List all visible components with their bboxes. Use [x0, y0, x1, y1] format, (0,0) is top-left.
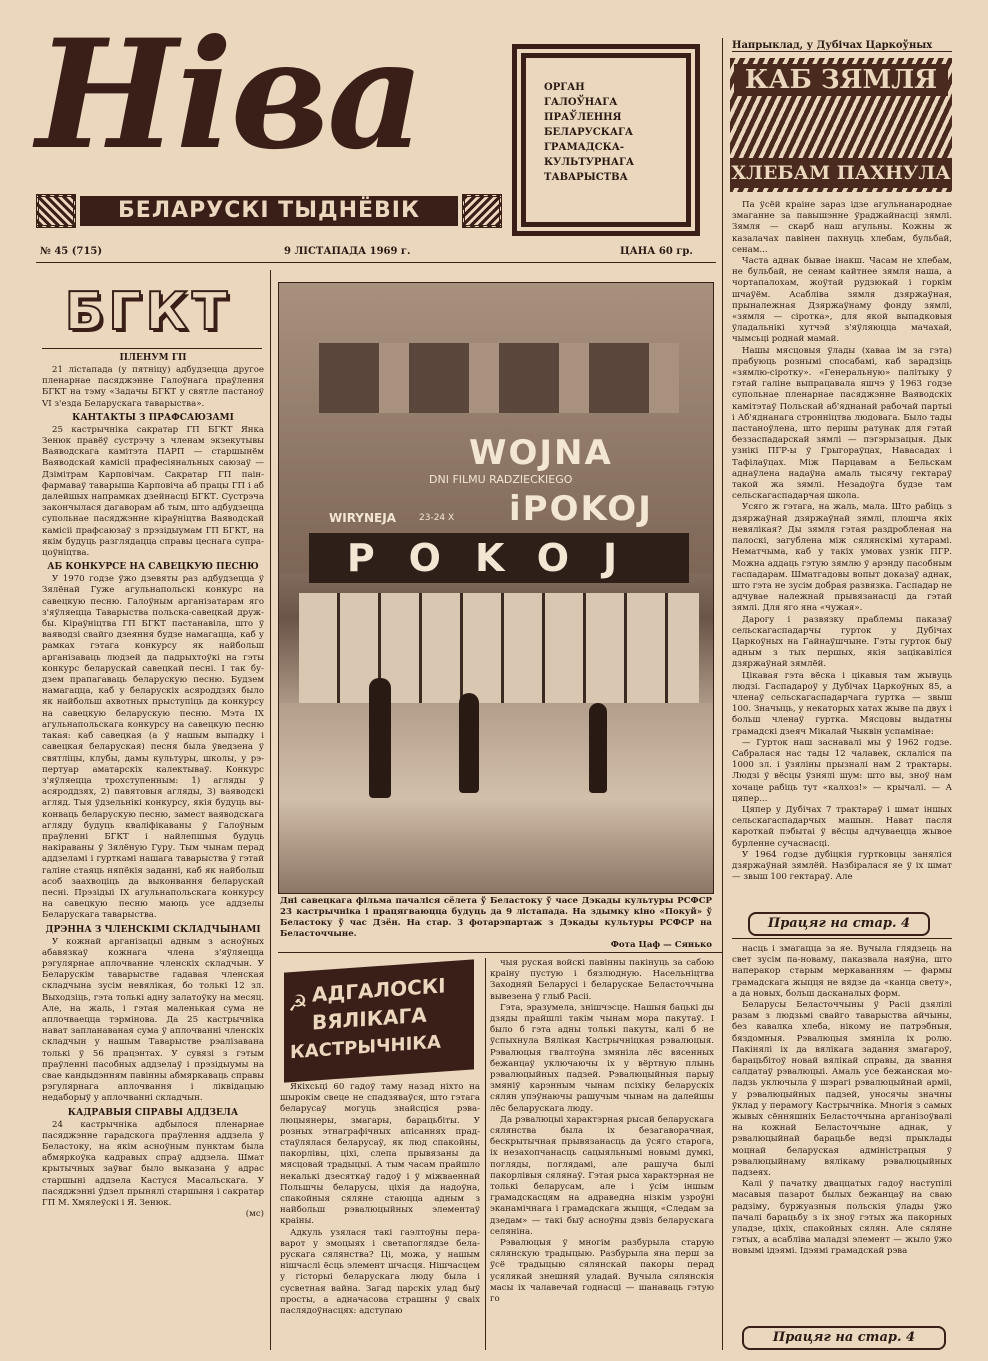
photo-bottom-rule [278, 952, 722, 953]
section-text: У 1970 годзе ўжо дзевяты раз адбудзецца ў Зялёнай Гуже агульнапольскі конкурс на савецкую песню. Галоўным арганізатарам яго з'яўляецца Таварыства польска-савецкай дружбы. Кіраўніцтва ГП БГКТ пастанавіла, што ў ваяводзі свайго дзеяння будзе намагацца, каб у рамках гэтага конкурсу як найбольш арганізаваць людзей да падрыхтоўкі на гэты конкурс беларускай савецкай песні. І так будзем прапагаваць беларускую песню. Будзем намагацца, каб у беларускіх асяроддзях было як найбольш ахвотных прыступіць да конкурсу на савецкую беларускую песню. Мэта IX агульнапольскага конкурсу на савецкую песню такая: каб савецкая (а ў нашым выпадку і савецкая беларуская) песня была ўведзена ў святліцы, клубы, дамы культуры, школы, у рэпертуар аматарскіх калектываў. Конкурс з'яўляецца трохступенным: 1) агляды ў асяроддзях, 2) павятовыя агляды, 3) ваяводскі агляд. Тыя ўдзельнікі конкурсу, якія будуць выконваць беларускую песню, замест ваяводскага агляду будуць кваліфікаваны ў Галоўным праўленні БГКТ і найлепшыя будуць накіраваны ў Зялёную Гуру. Тым чынам перад аддзеламі і гурткамі нашага таварыства ў гэтай галіне стаяць няпёкія заданні, каб як найбольш асоб заахвоціць да выконвання беларускай песні. Прэзідыі IX агульнапольскага конкурсу на савецкую песню маюць усе аддзелы Беларускага таварыства. [42, 574, 264, 921]
section-text: 24 кастрычніка адбылося пленарнае пасяджэнне гарадскога праўлення аддзела ў Беластоку, на якім асноўным пунктам была абмяркоўка кадравых спраў аддзела. Шмат крытычных заўваг было выказана ў адрас старшыні аддзела Кастуся Масальскага. У пасяджэнні ўдзел прынялі старшыня і сакратар ГП М. Хмялеўскі і Я. Зенюк. [42, 1119, 264, 1209]
banner-line-2: ВЯЛІКАГА [312, 1002, 427, 1035]
organ-ornament-frame [512, 44, 700, 236]
right-column-rule [722, 38, 723, 958]
section-text: 21 лістапада (у пятніцу) адбудзецца другое пленарнае пасяджэнне Галоўнага праўлення БГКТ на тэму «Задачы БГКТ у святле пастаноў VI з'езда Беларускага таварыства». [42, 365, 264, 409]
feature-continued-link[interactable]: Працяг на стар. 4 [748, 912, 930, 936]
pedestrian-figure [459, 693, 479, 793]
organ-line: ПРАЎЛЕННЯ [544, 112, 622, 123]
section-heading: ДРЭННА З ЧЛЕНСКІМІ СКЛАДЧЫНАМІ [45, 924, 261, 935]
masthead-rule [36, 262, 716, 263]
october-rule-2 [722, 958, 723, 1350]
street-crowd [279, 703, 713, 893]
feature-paragraph: Па ўсёй краіне зараз ідзе агульнанароднае змаганне за павышэнне ўраджайнасці зямлі. Зямля — скарб наш агульны. Кожны ж казалачах павінен пахнуць хлебам, бульбай, сенам... [732, 200, 952, 255]
left-column-body [42, 350, 264, 1350]
section-heading: ПЛЕНУМ ГП [119, 353, 187, 363]
window-row [319, 343, 679, 413]
issue-number: № 45 (715) [40, 246, 103, 257]
feature-headline-top: КАБ ЗЯМЛЯ [734, 64, 948, 96]
october-banner [284, 959, 474, 1082]
october-paragraph: Да рэвалюцыі характэрная рысай беларускага сялянства была іх безагаворачная, бескрытычная прывязанасць да ўсяго старога, іх незахопчанасць сацыяльнымі новымі думкі, погляды, поглядамі, але рашуча былі пакорлівыя сялянаў. Гэтая рыса характэрная не толькі беларусам, але і ўсім іншым грамадскасцям на адраведна нізкім узроўні эканамічнага і грамадскага жыцця, «Следам за дзедам» — такі быў асноўны дэвіз беларускага селяніна. [490, 1114, 714, 1237]
feature-paragraph: Часта аднак бывае інакш. Часам не хлебам, не бульбай, не сенам кайтнее зямля наша, а чортапалохам, жоўтай рудзюкай і горкім шчаўём. Асаблівa зямля дзяржаўная, прыналежная Дзяржаўнаму фонду зямлі, «зямля — сіротка», для якой выпадковыя ўладальнікі хутчэй з'яўляюцца мачахай, чымсьці роднай мамай. [732, 256, 952, 345]
feature-kicker: Напрыклад, у Дубічах Царкоўных [732, 40, 952, 52]
october-rule-1 [485, 958, 486, 1350]
ornament-left-icon [36, 194, 76, 228]
pedestrian-figure [589, 703, 607, 793]
masthead-subtitle-bar [36, 192, 504, 230]
organ-text [544, 80, 674, 185]
masthead-subtitle: БЕЛАРУСКІ ТЫДНЁВІК [80, 196, 458, 226]
section-signature: (мс) [245, 1209, 264, 1220]
issue-price: ЦАНА 60 гр. [620, 246, 693, 257]
organ-line: ГРАМАДСКА- [544, 142, 625, 153]
hammer-sickle-icon: ☭ [288, 990, 308, 1018]
feature-bottom-rule [732, 938, 952, 939]
organ-line: ТАВАРЫСТВА [544, 172, 628, 183]
feature-paragraph: У 1964 годзе дубіцкія гуртковцы заняліся дзяржаўнай зямлёй. Назбіралася яе ў іх шмат — звыш 100 гектараў. Але [732, 849, 952, 883]
feature-paragraph: Усяго ж гэтага, на жаль, мала. Што рабіць з дзяржаўнай дзяржаўнай зямлі, плошча якіх невялікая? Ды зямля гэтая раздробленая на палоскі, загублена між сялянскімі хутарамі. Нематчыма, каб у такіх умовах узнік ПГР. Можна аддаць гэтую зямлю ў арэнду пасобным гаспадарам. Шматгадовы вопыт доказаў аднак, што гэта не зусім добрая развязка. Гаспадар не адчувае належнай прывязанасці да гэтай зямлі. Для яго яна «чужая». [732, 502, 952, 614]
october-col-1 [280, 1082, 480, 1352]
feature-headline-bottom: ХЛЕБАМ ПАХНУЛА [730, 158, 952, 188]
caption-text: Дні савецкага фільма пачаліся сёлета ў Беластоку ў часе Дэкады культуры РСФСР 23 кастрычніка і працягваюцца будуць да 9 лістапада. На здымку кіно «Покуй» ў Беластоку ў час Дзён. На стар. 3 фотарэпартаж з Дэкады культуры РСФСР на Беласточчыне. [280, 896, 712, 939]
organ-line: ОРГАН [544, 82, 585, 93]
issue-date: 9 ЛІСТАПАДА 1969 г. [284, 246, 411, 257]
banner-line-1: АДГАЛОСКІ [312, 973, 446, 1007]
october-col-3 [732, 944, 952, 1314]
october-paragraph: Адкуль узялася такі гаэлтоўны пераварот у эмоцыях і светапоглядзе беларускага сялянства? Ці, можа, у нашым нішчаслі ёсць элемент шчасця. Нішчасцем у гісторыі беларускага люду была і сусветная вайна. Загад царскіх улад быў просты, а адначасова страшны ў сваіх паслядоўнасцях: адступаю [280, 1227, 480, 1317]
organ-line: ГАЛОЎНАГА [544, 97, 618, 108]
october-paragraph: Калі ў пачатку дваццатых гадоў наступілі масавыя пазарот былых бежанцаў на сваю радзіму, буржуазныя польскія ўлады ўжо пачалі барацьбу з іх зноў гэтых жа пакорных уладзе, ціхіх, спакойных сялян. Але сяляне гэтых, а асабліва маладзі элемент — жыло ўжо новымі ідэямі. Ідэямі грамадскай рэва [732, 1179, 952, 1257]
left-column-rule [270, 270, 271, 1350]
banner-line-3: КАСТРЫЧНІКА [290, 1031, 441, 1064]
sign-small: DNI FILMU RADZIECKIEGO [429, 473, 573, 486]
cinema-photo [278, 282, 714, 894]
photo-caption [280, 896, 712, 951]
october-paragraph: насць і змагацца за яе. Вучыла глядзець на свет зусім па-новаму, паказвала наяўна, што наперакор старым меркаванням — фармы грамадскага жыцця не вядзе да «канца свету», а да новых, больш дасканалых форм. [732, 944, 952, 999]
sign-big-2: iPOKOJ [509, 489, 653, 529]
logo-rule [42, 348, 262, 349]
feature-paragraph: Нашы мясцовыя ўлады (хаваа ім за гэта) прабуюць рознымі спосабамі, каб зарадзіць «зямлю-сіротку». «Генеральную» палітыку ў гэтай галіне выпрацавала яшчэ ў 1963 годзе супольнае пленарнае пасяджэнне Ваяводскіх камітэтаў Польскай аб'яднанай рабочай партыі і Аб'яднанага стронніцтва людовага. Было тады пастаноўлена, што першы ратунак для гэтай беззаспадарскай зямлі — пэгэрызацыя. Дык узнікі ПГР-ы ў Грыгораўцах, Навасадах і Тафілаўцах. Між Парцавам а Бельскам аднаўлена надаўна амаль тысячу гектараў такой жа зямлі. Незадоўга будзе там сельскагаспадарчая школа. [732, 345, 952, 502]
sign-left: WIRYNEJA [329, 511, 396, 525]
october-col-2 [490, 958, 714, 1350]
entrance-glass [299, 593, 699, 703]
ornament-right-icon [462, 194, 502, 228]
october-paragraph: чыя руская войскі павінны пакінуць за сабою краіну пустую і бязлюдную. Насельніцтва Заходняй Беларусі і беларускае Беласточчына вывезена ў глыб Расіі. [490, 958, 714, 1002]
feature-paragraph: Цяпер у Дубічах 7 трактараў і шмат іншых сельскагаспадарчых машын. Нават пасля кароткай пэбытаі ў вёсцы адчуваецца жывое бурленне сучаснасці. [732, 804, 952, 849]
cinema-facade [279, 283, 713, 573]
masthead-title: Ніва [36, 7, 423, 183]
october-paragraph: Беларусы Беласточчыны ў Расіі дзялілі разам з людзьмі свайго таварыства айчыны, без кавалка хлеба, нікому не патрэбныя, бяздомныя. Рэвалюцыя змяніла іх ролю. Пакінялі іх да вялікага задання змагароў, барацьбітоў новай вялікай справы, да звання салдатаў рэвалюцыі. Амаль усе бежанская моладзь уключыла ў шэрагі рэвалюцыйнай армii, у рэвалюцыйных падзей, уносячы значны ўклад у перамогу Кастрычніка. Многія з самых жывых сённяшніх Беласточчына арганізоўвалі на кожнай Беласточчыне аднак, у рэвалюцыйнай барацьбе ведзі прыклады моцнай беларуская адміністрацыя ў рэвалюцыйнаму вялікаму рэвалюцыйных падзеях. [732, 1000, 952, 1179]
section-text: У кожнай арганізацыі адным з асноўных абавязкаў кожнага члена з'яўляецца рэгулярнае аплочванне членскіх складчын. У Беларускім таварыстве гадавая членская складчына зусім невялікая, бо толькі 12 зл. Выходзіць, гэта толькі адну залатоўку на месяц. Але, на жаль, і гэтая маленькая сума не аплочваецца тэрмінова. Да 25 кастрычніка нават запланаваная сума ў аплочванні членскіх складчын у нашым Таварыстве рэалізавана толькі ў 56 працэнтах. У сувязі з гэтым праўленні пасобных аддзелаў і прэзідыумы на свае кандыдэнням павінны абмяркаваць справы рэгулярнага аплочвання і ліквідацыю недаборыў у аплочванні складчын. [42, 936, 264, 1104]
organ-line: БЕЛАРУСКАГА [544, 127, 634, 138]
sign-dates: 23-24 X [419, 513, 455, 523]
feature-paragraph: Цікавая гэта вёска і цікавыя там жывуць людзі. Гаспадароў у Дубічах Царкоўных 85, а членаў сельскагаспадарчага гуртка — звыш 100. Значыць, у некаторых хатах жыве па двух і больш членаў гуртка. Мясцовы выдатны грамадскі дзеяч Мікалай Чыквін успамінае: [732, 670, 952, 737]
bgkt-logo: БГКТ [64, 282, 232, 342]
sign-big: WOJNA [469, 433, 613, 473]
october-paragraph: Рэвалюцыя ў многім разбурыла старую сялянскую традыцыю. Разбурыла яна перш за ўсё традыцыю сялянскай пакоры перад усялякай знешняй уладай. Вучыла сялянскія масы іх чалавечай годнасці — шанаваць гэтую го [490, 1238, 714, 1305]
organ-line: КУЛЬТУРНАГА [544, 157, 635, 168]
feature-paragraph: — Гурток наш заснавалі мы ў 1962 годзе. Сабралася нас тады 12 чалавек, склаліся па 1000 зл. і ўзяліны прызналі нам 2 трактары. Людзі ў вёсцы ўзнялі шум: што вы, зноў нам хочаце рабіць тут «калхоз!» — крычалі. — А цяпер... [732, 737, 952, 804]
october-continued-link[interactable]: Працяг на стар. 4 [742, 1326, 946, 1350]
photo-credit: Фота Цаф — Сянько [610, 940, 712, 950]
section-text: 25 кастрычніка сакратар ГП БГКТ Янка Зенюк правёў сустрэчу з членам экзекутывы Ваяводскага камітэта ПАРП — старшынём Ваяводскай камісіі прафесіянальных саюзаў — Дзімітрам Карповічам. Сакратар ГП паінфармаваў таварыша Карповіча аб працы ГП і аб далейшых напрамках дзейнасці БГКТ. Сустрэча закончылася дагаворам аб тым, што адбудзецца супольнае пасяджэнне кіраўніцтва Ваяводскай камісіі прафсаюзаў з прэзідыумам ГП БГКТ, на якім будуць разглядацца справы цеснага супрацоўніцтва. [42, 424, 264, 559]
pedestrian-figure [369, 678, 391, 798]
feature-body [732, 200, 952, 908]
feature-headline-panel [730, 58, 952, 192]
october-paragraph: Гэта, эразумела, знішчэсце. Нашыя бацькі ды дзяды прайшлі такім чынам мора пакутаў. І было б гэта адны толькі пакуты, калі б не ўспыхнула Вялікая Кастрычніцкая рэвалюцыя. Рэвалюцыя гвалтоўна змяніла лёс вясенных бежанцаў уключаючы іх у вёртную плынь рэвалюцыйных падзей. Рэвалюцыйныя парыў змяніў карэнным чынам псіхіку беларускіх сялян упэўнаючы рашучым чынам на далейшы лёс беларускага люду. [490, 1002, 714, 1114]
feature-paragraph: Дарогу і развязку праблемы паказаў сельскагаспадарчы гурток у Дубічах Царкоўных на Гайнаўшчыне. Гэты гурток быў адным з тых першых, якія зацікавіліся дзяржаўнай зямлёй. [732, 614, 952, 670]
section-heading: АБ КОНКУРСЕ НА САВЕЦКУЮ ПЕСНЮ [47, 562, 259, 573]
october-paragraph: Якіхсьці 60 гадоў таму назад ніхто на шырокім свеце не спадзяваўся, што гэтага беларусаў могуць знайсціся рэвалюцыянеры, змагары, барацьбіты. У розных этнаграфічных апісаннях прадстаўлялася беларусаў, як люд спакойны, пакорлівы, ціхі, слепа прывязаны да мясцовай традыцыі. А тым часам прайшло некалькі дзесяткаў гадоў і ў міжваеннай Польшчы беларусы, ціхія да надоўна, спакойныя сяляне стаюцца адным з найбольш рэвалюцыйных элементаў краіны. [280, 1082, 480, 1227]
section-heading: КАДРАВЫЯ СПРАВЫ АДДЗЕЛА [67, 1107, 239, 1118]
marquee-letters: POKOJ [309, 533, 689, 583]
section-heading: КАНТАКТЫ З ПРАФСАЮЗАМІ [72, 412, 234, 423]
